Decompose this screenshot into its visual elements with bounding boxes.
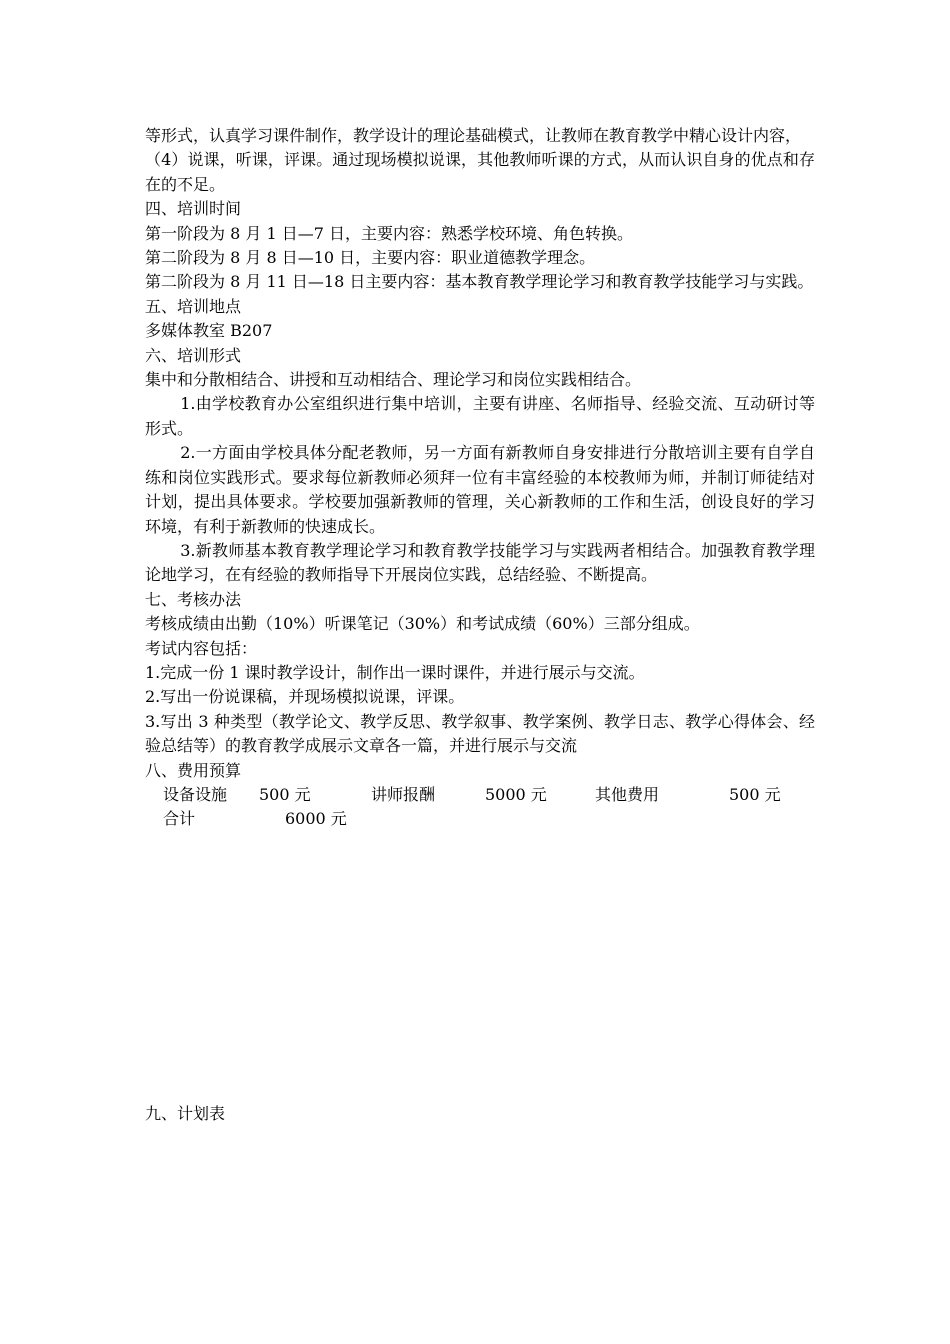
paragraph: 第二阶段为 8 月 11 日—18 日主要内容：基本教育教学理论学习和教育教学技能学习与实践。: [145, 272, 814, 292]
paragraph: 1.由学校教育办公室组织进行集中培训，主要有讲座、名师指导、经验交流、互动研讨等形式。: [145, 394, 815, 438]
paragraph: 考试内容包括：: [145, 638, 258, 658]
budget-value: 500 元: [729, 784, 781, 804]
paragraph: 考核成绩由出勤（10%）听课笔记（30%）和考试成绩（60%）三部分组成。: [145, 614, 700, 634]
budget-total-label: 合计: [163, 809, 196, 829]
paragraph: （4）说课，听课，评课。通过现场模拟说课，其他教师听课的方式，从而认识自身的优点和存在的不足。: [145, 150, 815, 194]
paragraph: 第一阶段为 8 月 1 日—7 日，主要内容：熟悉学校环境、角色转换。: [145, 223, 633, 243]
blank-space: [145, 832, 815, 1102]
section-heading: 四、培训时间: [145, 199, 242, 219]
budget-row: [163, 783, 815, 807]
document-body: [145, 124, 815, 1126]
paragraph: 第二阶段为 8 月 8 日—10 日，主要内容：职业道德教学理念。: [145, 248, 596, 268]
paragraph: 多媒体教室 B207: [145, 321, 273, 341]
paragraph: 3.写出 3 种类型（教学论文、教学反思、教学叙事、教学案例、教学日志、教学心得体会、经验总结等）的教育教学成展示文章各一篇，并进行展示与交流: [145, 711, 815, 756]
section-heading: 七、考核办法: [145, 589, 242, 609]
paragraph: 2.一方面由学校具体分配老教师，另一方面有新教师自身安排进行分散培训主要有自学自练和岗位实践形式。要求每位新教师必须拜一位有丰富经验的本校教师为师，并制订师徒结对计划，提出具体要求。学校要加强新教师的管理，关心新教师的工作和生活，创设良好的学习环境，有利于新教师的快速成长。: [145, 443, 815, 536]
section-heading: 六、培训形式: [145, 345, 242, 365]
budget-label: 讲师报酬: [371, 784, 436, 804]
section-heading: 九、计划表: [145, 1103, 226, 1123]
budget-label: 其他费用: [595, 784, 660, 804]
budget-total-value: 6000 元: [285, 809, 347, 829]
budget-label: 设备设施: [163, 784, 228, 804]
budget-total-row: [163, 807, 815, 831]
budget-value: 500 元: [259, 784, 311, 804]
paragraph: 2.写出一份说课稿，并现场模拟说课，评课。: [145, 687, 465, 707]
paragraph: 3.新教师基本教育教学理论学习和教育教学技能学习与实践两者相结合。加强教育教学理论地学习，在有经验的教师指导下开展岗位实践，总结经验、不断提高。: [145, 540, 815, 585]
section-heading: 八、费用预算: [145, 760, 242, 780]
budget-value: 5000 元: [485, 784, 547, 804]
paragraph: 等形式，认真学习课件制作，教学设计的理论基础模式，让教师在教育教学中精心设计内容，: [145, 126, 802, 145]
paragraph: 集中和分散相结合、讲授和互动相结合、理论学习和岗位实践相结合。: [145, 370, 642, 390]
paragraph: 1.完成一份 1 课时教学设计，制作出一课时课件，并进行展示与交流。: [145, 662, 645, 682]
section-heading: 五、培训地点: [145, 296, 242, 316]
